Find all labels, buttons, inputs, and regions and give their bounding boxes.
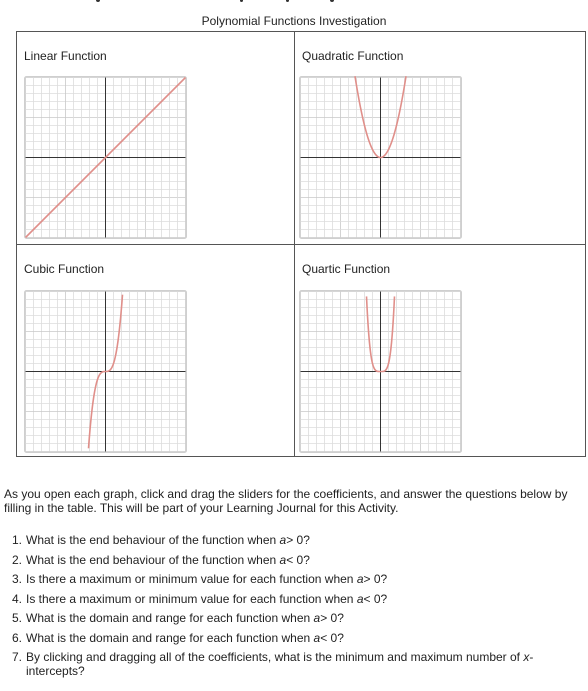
question-variable: a <box>356 591 364 606</box>
question-item <box>12 648 582 678</box>
page-title: Polynomial Functions Investigation <box>201 14 387 28</box>
question-variable: a <box>279 552 287 567</box>
question-text-end: < 0? <box>286 552 310 567</box>
question-text: Is there a maximum or minimum value for each function when <box>26 591 357 606</box>
cell-quadratic <box>295 32 587 244</box>
question-text-continued: intercepts? <box>26 664 85 678</box>
question-number: 7. <box>12 650 23 664</box>
question-text-end: < 0? <box>363 591 388 606</box>
question-variable: a <box>313 611 321 625</box>
question-item <box>12 570 582 590</box>
question-variable: a <box>356 572 364 586</box>
question-item <box>12 609 582 629</box>
graph-cubic[interactable] <box>24 290 187 453</box>
question-item <box>12 629 582 649</box>
question-text: What is the end behaviour of the function when <box>26 552 280 567</box>
question-number: 4. <box>12 591 23 606</box>
question-variable: a <box>313 630 321 645</box>
question-number: 1. <box>12 533 23 547</box>
cell-cubic <box>17 245 294 457</box>
question-item <box>12 551 582 571</box>
question-variable: x <box>523 650 530 664</box>
question-text: What is the domain and range for each function when <box>26 611 314 625</box>
question-number: 2. <box>12 552 23 567</box>
question-item <box>12 531 582 551</box>
instructions-paragraph: As you open each graph, click and drag the sliders for the coefficients, and answer the questions below by filling in the table. This will be part of your Learning Journal for this Activity. <box>4 487 568 515</box>
graph-linear[interactable] <box>24 76 187 239</box>
question-variable: a <box>279 533 287 547</box>
question-text-end: > 0? <box>320 611 344 625</box>
question-text-end: > 0? <box>363 572 388 586</box>
cropped-text-remnant <box>0 0 588 4</box>
functions-table <box>16 31 586 457</box>
cell-label: Linear Function <box>24 49 107 63</box>
cell-linear <box>17 32 294 244</box>
graph-quadratic[interactable] <box>299 76 462 239</box>
question-text: What is the domain and range for each function when <box>26 630 314 645</box>
cell-label: Quadratic Function <box>302 49 404 63</box>
question-text-end: < 0? <box>320 630 344 645</box>
question-text: Is there a maximum or minimum value for each function when <box>26 572 357 586</box>
question-list <box>12 531 582 678</box>
graph-quartic[interactable] <box>299 290 462 453</box>
question-number: 3. <box>12 572 23 586</box>
question-text: What is the end behaviour of the function when <box>26 533 280 547</box>
question-number: 6. <box>12 630 23 645</box>
question-item <box>12 590 582 610</box>
cell-quartic <box>295 245 587 457</box>
question-text-end: > 0? <box>286 533 310 547</box>
cell-label: Cubic Function <box>24 262 105 276</box>
question-text: By clicking and dragging all of the coefficients, what is the minimum and maximum number of <box>26 650 524 664</box>
question-text-end: - <box>529 650 534 664</box>
cell-label: Quartic Function <box>302 262 391 276</box>
question-number: 5. <box>12 611 23 625</box>
